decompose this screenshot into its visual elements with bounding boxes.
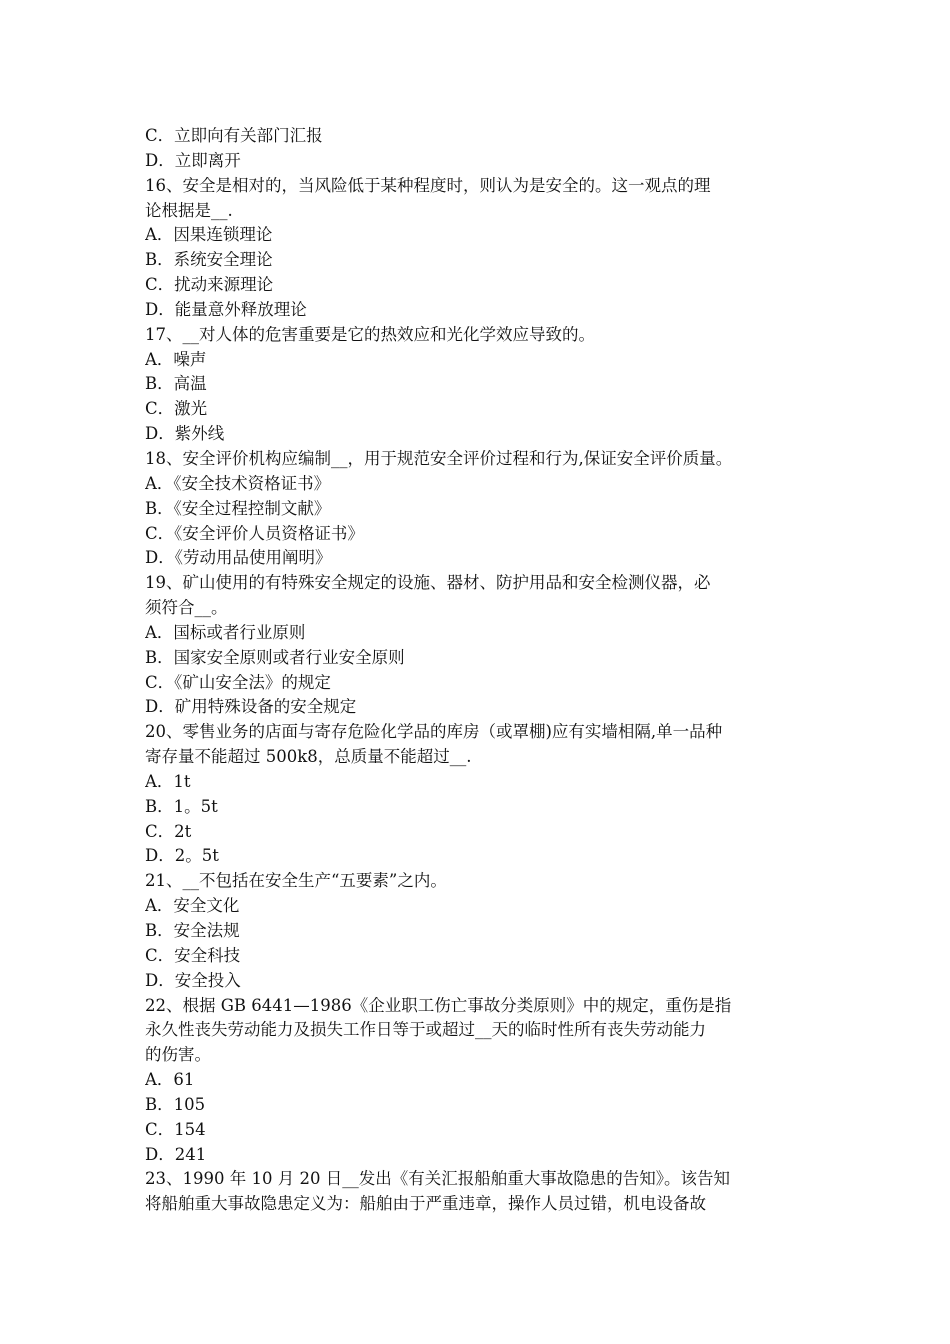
text-line: D．立即离开: [145, 150, 241, 170]
text-line: C．立即向有关部门汇报: [145, 126, 323, 145]
option-b: B．系统安全理论: [145, 250, 273, 270]
option-a: A．因果连锁理论: [145, 225, 273, 245]
option-a: A．《安全技术资格证书》: [145, 473, 331, 493]
question-23-text: 23、1990 年 10 月 20 日__发出《有关汇报船舶重大事故隐患的告知》。该告知: [145, 1169, 730, 1189]
question-22-text: 永久性丧失劳动能力及损失工作日等于或超过__天的临时性所有丧失劳动能力: [145, 1020, 706, 1040]
question-19-text: 须符合__。: [145, 598, 228, 618]
document-page: [145, 124, 815, 1217]
option-a: A．噪声: [145, 349, 207, 369]
option-d: D．矿用特殊设备的安全规定: [145, 697, 357, 717]
option-c: C．154: [145, 1119, 206, 1139]
option-c: C．《安全评价人员资格证书》: [145, 523, 364, 543]
option-a: A．61: [145, 1070, 195, 1090]
option-d: D．241: [145, 1144, 207, 1164]
question-22-text: 22、根据 GB 6441—1986《企业职工伤亡事故分类原则》中的规定，重伤是指: [145, 995, 732, 1015]
option-a: A．1t: [145, 771, 191, 791]
option-c: C．《矿山安全法》的规定: [145, 672, 331, 692]
option-b: B．国家安全原则或者行业安全原则: [145, 647, 405, 667]
question-16-text: 论根据是__.: [145, 200, 233, 220]
question-19-text: 19、矿山使用的有特殊安全规定的设施、器材、防护用品和安全检测仪器，必: [145, 573, 711, 593]
option-b: B．《安全过程控制文献》: [145, 498, 331, 518]
question-16-text: 16、安全是相对的，当风险低于某种程度时，则认为是安全的。这一观点的理: [145, 175, 711, 195]
option-b: B．105: [145, 1094, 206, 1114]
question-17-text: 17、__对人体的危害重要是它的热效应和光化学效应导致的。: [145, 324, 595, 344]
question-21-text: 21、__不包括在安全生产“五要素”之内。: [145, 871, 447, 891]
question-20-text: 20、零售业务的店面与寄存危险化学品的库房（或罩棚)应有实墙相隔,单一品种: [145, 722, 723, 742]
option-d: D．安全投入: [145, 970, 241, 990]
option-c: C．2t: [145, 821, 192, 841]
option-d: D．《劳动用品使用阐明》: [145, 548, 332, 568]
question-22-text: 的伤害。: [145, 1045, 211, 1065]
option-d: D．2。5t: [145, 846, 219, 866]
question-23-text: 将船舶重大事故隐患定义为：船舶由于严重违章，操作人员过错，机电设备故: [145, 1194, 706, 1214]
option-a: A．安全文化: [145, 896, 240, 916]
option-d: D．能量意外释放理论: [145, 299, 307, 319]
option-c: C．激光: [145, 399, 208, 419]
option-b: B．1。5t: [145, 796, 218, 816]
option-d: D．紫外线: [145, 424, 225, 444]
option-c: C．扰动来源理论: [145, 275, 274, 295]
question-18-text: 18、安全评价机构应编制__，用于规范安全评价过程和行为,保证安全评价质量。: [145, 448, 733, 468]
option-b: B．高温: [145, 374, 207, 394]
option-b: B．安全法规: [145, 921, 240, 940]
option-a: A．国标或者行业原则: [145, 622, 306, 642]
option-c: C．安全科技: [145, 945, 241, 965]
question-20-text: 寄存量不能超过 500k8，总质量不能超过__.: [145, 747, 472, 767]
